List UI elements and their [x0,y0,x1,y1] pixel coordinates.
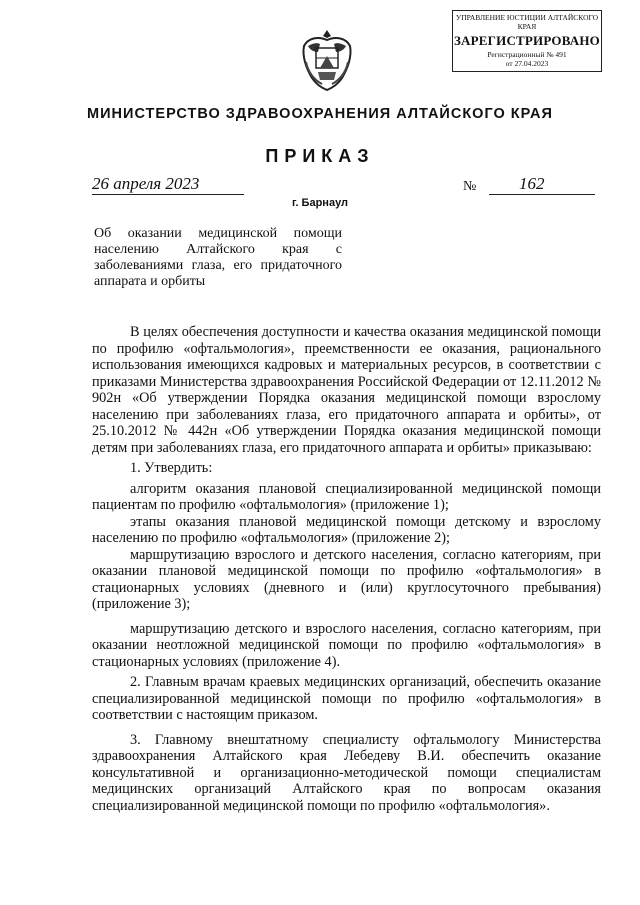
order-date: 26 апреля 2023 [92,174,244,195]
paragraph-preamble: В целях обеспечения доступности и качества оказания медицинской помощи по профилю «офтальмология», преемственности ее оказания, рационального использования имеющихся кадровых и материальных ресурсов, в соответствии с приказами Министерства здравоохранения Российской Федерации от 12.11.2012 № 902н «Об утверждении Порядка оказания медицинской помощи взрослому населению при заболеваниях глаза, его придаточного аппарата и орбиты», от 25.10.2012 № 442н «Об утверждении Порядка оказания медицинской помощи детям при заболеваниях глаза, его придаточного аппарата и орбиты» приказываю: [92,324,601,456]
paragraph-item-1: 1. Утвердить: [130,460,213,476]
ministry-name: МИНИСТЕРСТВО ЗДРАВООХРАНЕНИЯ АЛТАЙСКОГО КРАЯ [87,106,553,122]
paragraph-item-3: 3. Главному внештатному специалисту офтальмологу Министерства здравоохранения Алтайского края Лебедеву В.И. обеспечить оказание консультативной и организационно-методической помощи специалистам медицинских организаций Алтайского края по вопросам оказания специализированной медицинской помощи по профилю «офтальмология». [92,731,601,814]
paragraph-subitem: маршрутизацию взрослого и детского населения, согласно категориям, при оказании плановой медицинской помощи по профилю «офтальмология» в стационарных условиях (дневного и (или) круглосуточного пребывания) (приложение 3); [92,546,601,612]
order-number: 162 [489,174,595,195]
stamp-organization: УПРАВЛЕНИЕ ЮСТИЦИИ АЛТАЙСКОГО КРАЯ [455,13,599,31]
order-subject: Об оказании медицинской помощи населению Алтайского края с заболеваниями глаза, его придаточного аппарата и орбиты [94,226,342,289]
order-title: ПРИКАЗ [265,146,375,166]
coat-of-arms-icon [298,26,356,92]
order-body [92,324,601,814]
stamp-registered: ЗАРЕГИСТРИРОВАНО [454,33,600,49]
registration-stamp [452,10,602,72]
stamp-reg-date: от 27.04.2023 [505,58,549,68]
city: г. Барнаул [291,197,349,209]
paragraph-subitem: этапы оказания плановой медицинской помощи детскому и взрослому населению по профилю «офтальмология» (приложение 2); [92,513,601,546]
paragraph-item-2: 2. Главным врачам краевых медицинских организаций, обеспечить оказание специализированной медицинской помощи по профилю «офтальмология» в соответствии с настоящим приказом. [92,674,601,723]
paragraph-subitem: маршрутизацию детского и взрослого населения, согласно категориям, при оказании неотложной медицинской помощи по профилю «офтальмология» в стационарных условиях (приложение 4). [92,620,601,670]
number-label: № [463,179,477,194]
stamp-reg-number: Регистрационный № 491 [487,50,567,60]
paragraph-subitem: алгоритм оказания плановой специализированной медицинской помощи пациентам по профилю «офтальмология» (приложение 1); [92,480,601,513]
